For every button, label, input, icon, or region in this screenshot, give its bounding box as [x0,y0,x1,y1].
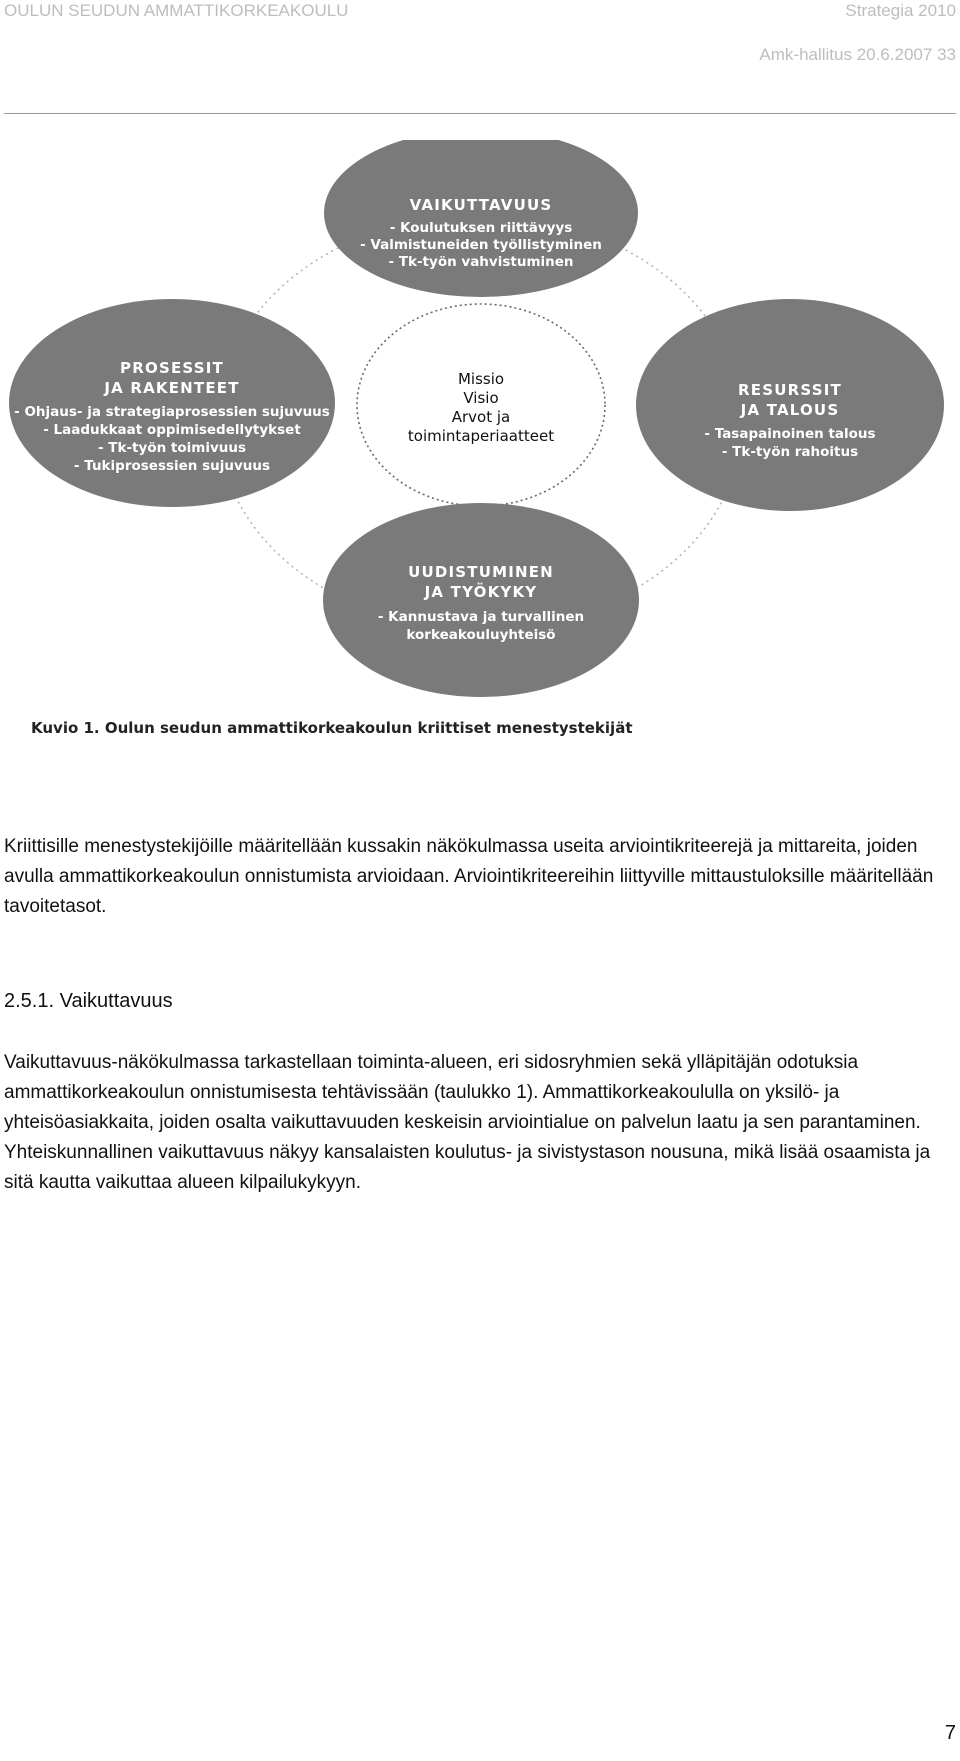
ellipse-left-item: - Laadukkaat oppimisedellytykset [43,422,301,438]
ellipse-bottom-title: JA TYÖKYKY [424,583,538,601]
center-line: Arvot ja [451,408,511,426]
figure-caption: Kuvio 1. Oulun seudun ammattikorkeakoulun kriittiset menestystekijät [31,719,633,737]
ellipse-right-title: JA TALOUS [740,401,840,419]
ellipse-prosessit [9,299,335,507]
header-approval-text: Amk-hallitus 20.6.2007 [759,45,933,64]
ellipse-top-title: VAIKUTTAVUUS [409,196,553,214]
ellipse-right-item: - Tk-työn rahoitus [721,444,859,460]
ellipse-bottom-item: korkeakouluyhteisö [406,627,556,643]
ellipse-right-title: RESURSSIT [738,381,842,399]
center-line: Missio [457,370,505,388]
header-page-ref: 33 [937,45,956,64]
ellipse-left-title: PROSESSIT [120,359,224,377]
ellipse-top-item: - Tk-työn vahvistuminen [388,254,574,270]
ellipse-left-item: - Tukiprosessien sujuvuus [73,458,271,474]
ellipse-bottom-item: - Kannustava ja turvallinen [377,609,585,625]
ellipse-left-item: - Tk-työn toimivuus [97,440,247,456]
center-line: Visio [463,389,499,407]
ellipse-left-title: JA RAKENTEET [104,379,240,397]
section-heading: 2.5.1. Vaikuttavuus [4,990,173,1012]
page-number: 7 [944,1722,956,1744]
ellipse-left-item: - Ohjaus- ja strategiaprosessien sujuvuus [14,404,330,420]
header-institution: OULUN SEUDUN AMMATTIKORKEAKOULU [4,1,349,20]
diagram-canvas [0,140,960,710]
ellipse-top-item: - Valmistuneiden työllistyminen [360,237,602,253]
success-factors-diagram [0,140,960,710]
intro-paragraph: Kriittisille menestystekijöille määritellään kussakin näkökulmassa useita arviointikriteerejä ja mittareita, joiden avulla ammattikorkeakoulun onnistumista arvioidaan. Arviointikriteereihin liittyville mittaustuloksille määritellään tavoitetasot. [4,836,934,917]
header-divider [4,113,956,114]
ellipse-right-item: - Tasapainoinen talous [704,426,876,442]
ellipse-vaikuttavuus [324,140,638,297]
center-line: toimintaperiaatteet [407,427,555,445]
ellipse-bottom-title: UUDISTUMINEN [408,563,554,581]
section-body: Vaikuttavuus-näkökulmassa tarkastellaan toiminta-alueen, eri sidosryhmien sekä ylläpitäjän odotuksia ammattikorkeakoulun onnistumisesta tehtävissään (taulukko 1). Ammattikorkeakoululla on yksilö- ja yhteisöasiakkaita, joiden osalta vaikuttavuuden keskeisin arviointialue on palvelun laatu ja sen parantaminen. Yhteiskunnallinen vaikuttavuus näkyy kansalaisten koulutus- ja sivistystason nousuna, mikä lisää osaamista ja sitä kautta vaikuttaa alueen kilpailukykyyn. [4,1052,931,1193]
header-approval [759,45,956,65]
ellipse-top-item: - Koulutuksen riittävyys [389,220,573,236]
header-document-title: Strategia 2010 [845,1,956,20]
